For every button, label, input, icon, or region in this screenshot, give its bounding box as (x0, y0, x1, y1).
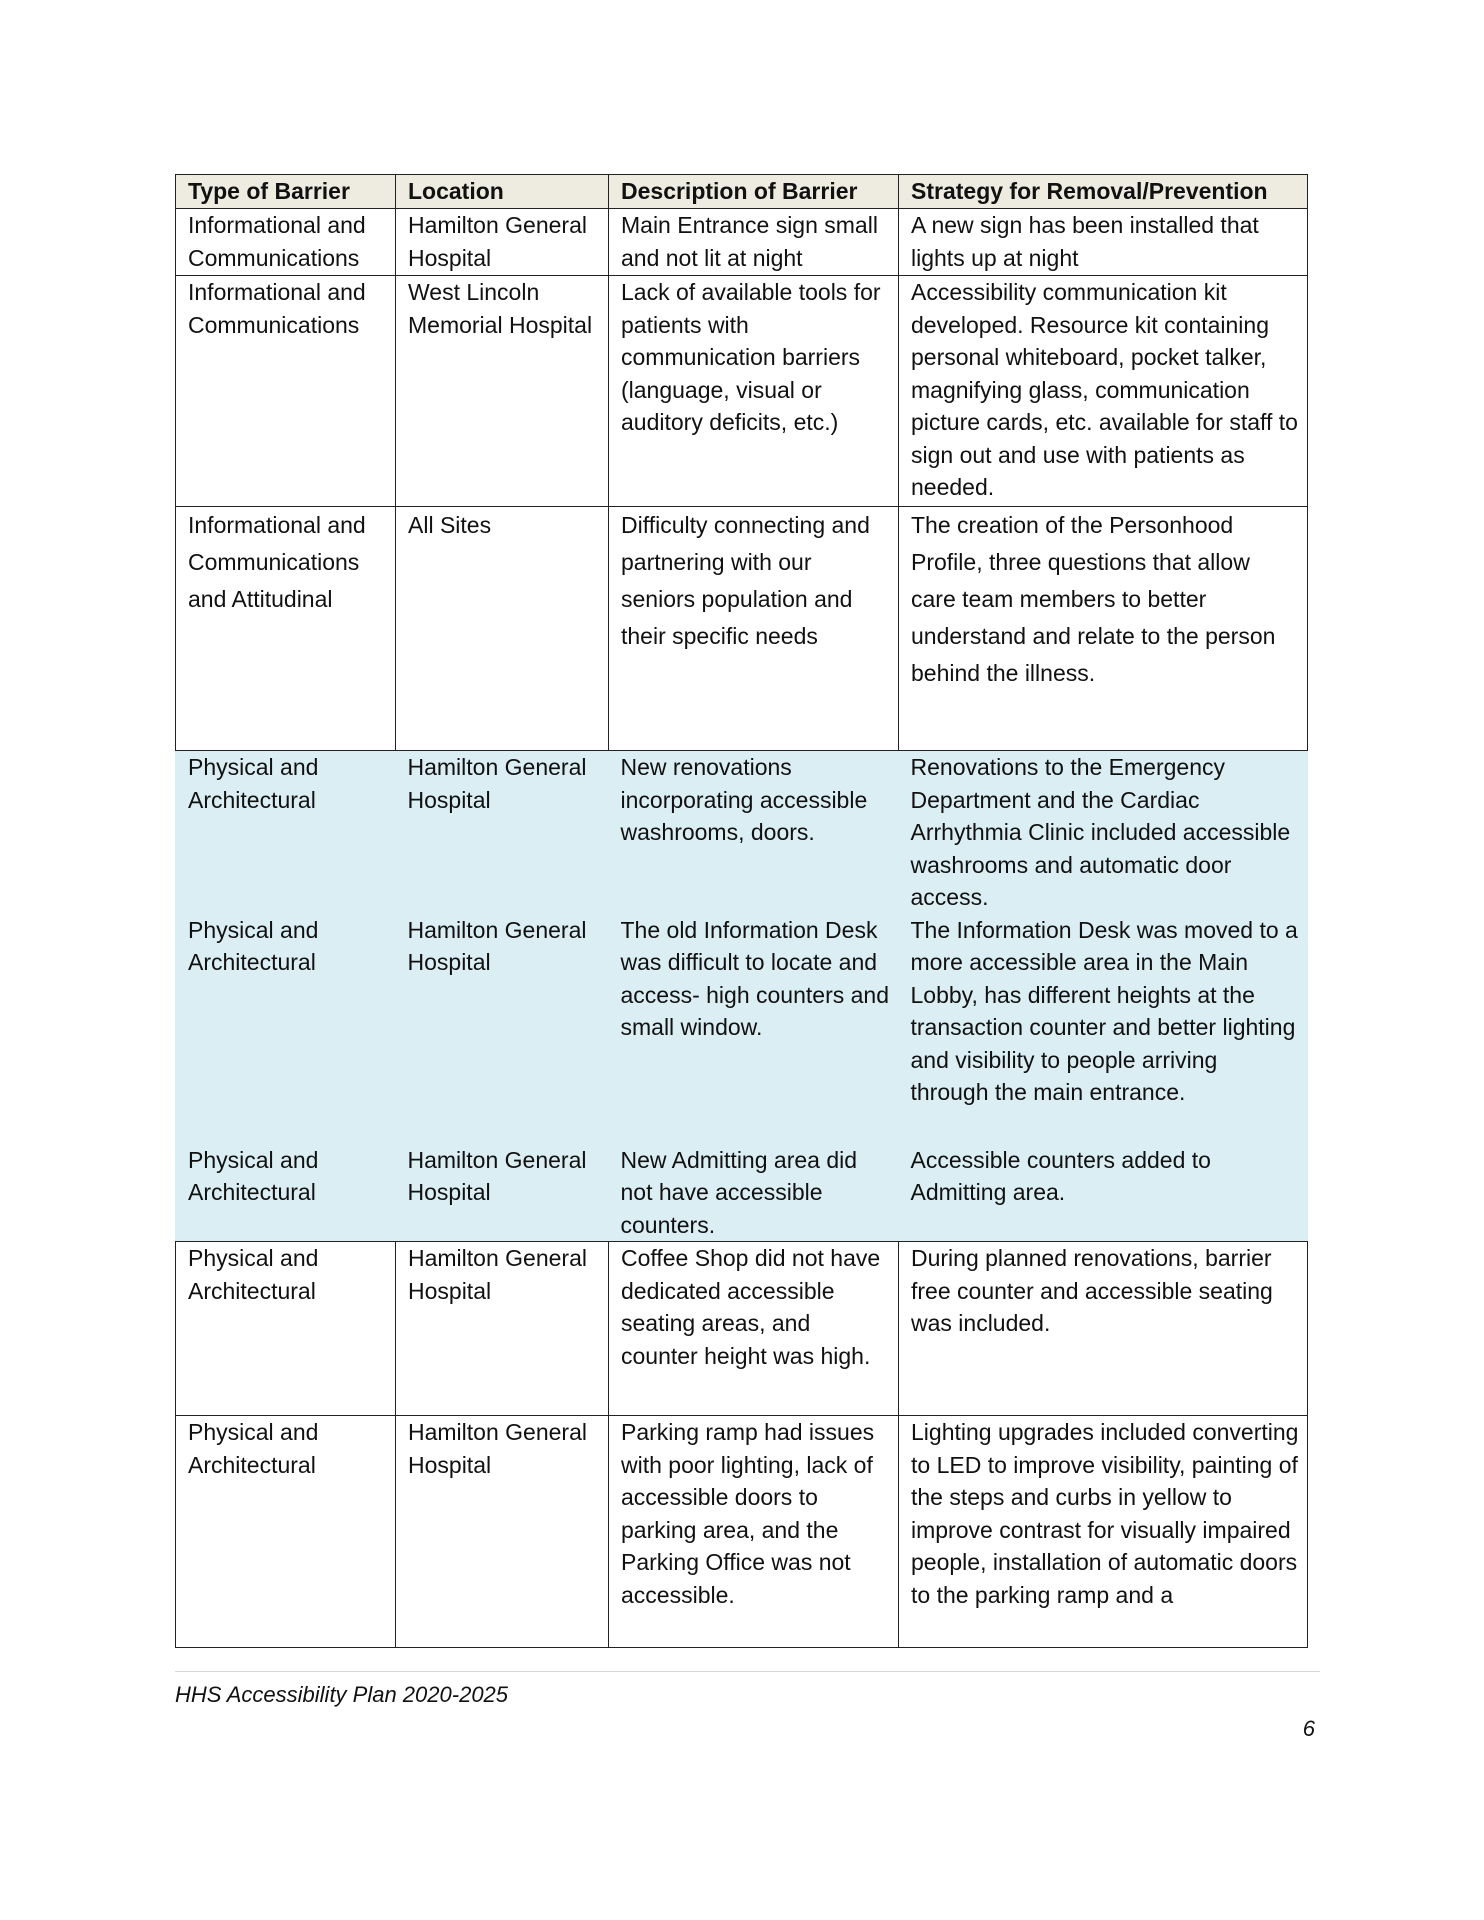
barriers-table (175, 174, 1308, 1648)
cell-strategy: Renovations to the Emergency Department and the Cardiac Arrhythmia Clinic included accessible washrooms and automatic door access. (899, 751, 1308, 914)
cell-strategy: Accessibility communication kit developed. Resource kit containing personal whiteboard, pocket talker, magnifying glass, communication picture cards, etc. available for staff to sign out and use with patients as needed. (899, 276, 1308, 507)
cell-description: Parking ramp had issues with poor lighting, lack of accessible doors to parking area, and the Parking Office was not accessible. (609, 1416, 899, 1648)
cell-type: Physical and Architectural (176, 914, 396, 1144)
table-row (176, 1144, 1308, 1242)
cell-type: Informational and Communications (176, 276, 396, 507)
table-row (176, 751, 1308, 914)
cell-strategy: A new sign has been installed that lights up at night (899, 209, 1308, 276)
cell-location: Hamilton General Hospital (396, 751, 609, 914)
cell-location: Hamilton General Hospital (396, 1416, 609, 1648)
cell-strategy: Lighting upgrades included converting to LED to improve visibility, painting of the steps and curbs in yellow to improve contrast for visually impaired people, installation of automatic doors to the parking ramp and a (899, 1416, 1308, 1648)
cell-location: Hamilton General Hospital (396, 1144, 609, 1242)
table-header-row (176, 175, 1308, 209)
table-row (176, 276, 1308, 507)
cell-type: Informational and Communications and Attitudinal (176, 507, 396, 751)
cell-type: Physical and Architectural (176, 751, 396, 914)
cell-type: Informational and Communications (176, 209, 396, 276)
cell-type: Physical and Architectural (176, 1242, 396, 1416)
table-row (176, 1416, 1308, 1648)
cell-type: Physical and Architectural (176, 1144, 396, 1242)
cell-type: Physical and Architectural (176, 1416, 396, 1648)
table-row (176, 209, 1308, 276)
cell-description: New Admitting area did not have accessible counters. (609, 1144, 899, 1242)
cell-description: New renovations incorporating accessible washrooms, doors. (609, 751, 899, 914)
header-description: Description of Barrier (609, 175, 899, 209)
cell-location: Hamilton General Hospital (396, 209, 609, 276)
cell-location: Hamilton General Hospital (396, 1242, 609, 1416)
page-number: 6 (1302, 1716, 1315, 1741)
cell-strategy: The creation of the Personhood Profile, three questions that allow care team members to better understand and relate to the person behind the illness. (899, 507, 1308, 751)
cell-location: Hamilton General Hospital (396, 914, 609, 1144)
cell-description: The old Information Desk was difficult to locate and access- high counters and small window. (609, 914, 899, 1144)
header-type-of-barrier: Type of Barrier (176, 175, 396, 209)
cell-description: Difficulty connecting and partnering with our seniors population and their specific needs (609, 507, 899, 751)
table-row (176, 914, 1308, 1144)
cell-strategy: The Information Desk was moved to a more accessible area in the Main Lobby, has different heights at the transaction counter and better lighting and visibility to people arriving through the main entrance. (899, 914, 1308, 1144)
table-row (176, 507, 1308, 751)
header-location: Location (396, 175, 609, 209)
cell-description: Coffee Shop did not have dedicated accessible seating areas, and counter height was high. (609, 1242, 899, 1416)
cell-strategy: During planned renovations, barrier free counter and accessible seating was included. (899, 1242, 1308, 1416)
header-strategy: Strategy for Removal/Prevention (899, 175, 1308, 209)
cell-description: Lack of available tools for patients with communication barriers (language, visual or auditory deficits, etc.) (609, 276, 899, 507)
cell-location: West Lincoln Memorial Hospital (396, 276, 609, 507)
table-row (176, 1242, 1308, 1416)
cell-location: All Sites (396, 507, 609, 751)
footer-document-title: HHS Accessibility Plan 2020-2025 (175, 1682, 509, 1707)
footer-divider (175, 1671, 1320, 1672)
cell-strategy: Accessible counters added to Admitting area. (899, 1144, 1308, 1242)
cell-description: Main Entrance sign small and not lit at night (609, 209, 899, 276)
